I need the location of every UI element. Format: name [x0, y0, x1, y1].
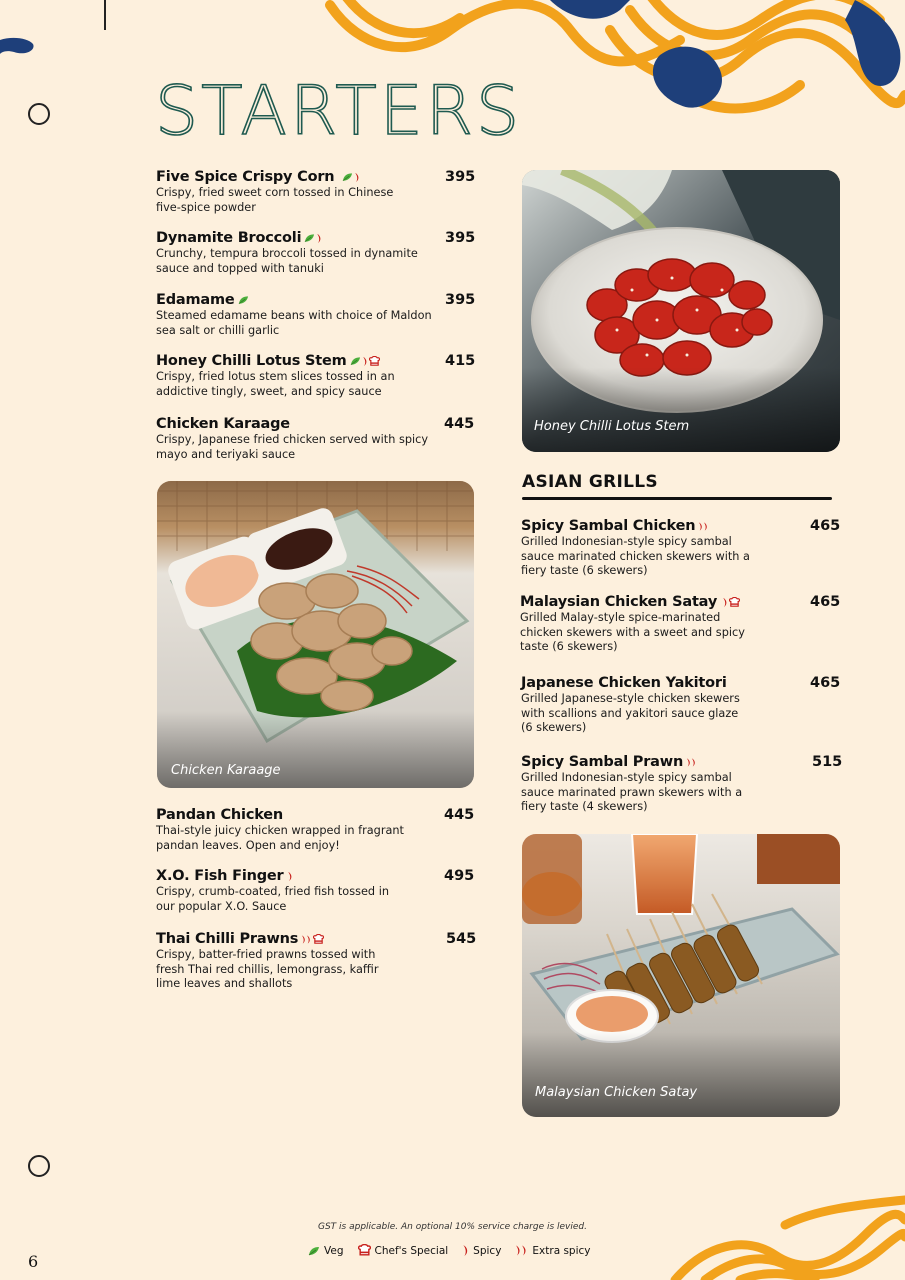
- item-name: Japanese Chicken Yakitori: [521, 675, 727, 691]
- item-description: pandan leaves. Open and enjoy!: [156, 838, 340, 852]
- spicy-icon: [287, 871, 293, 882]
- item-description: Grilled Indonesian-style spicy sambal: [521, 771, 732, 784]
- photo-caption: Malaysian Chicken Satay: [535, 1085, 698, 1100]
- icon-legend: [308, 1244, 591, 1257]
- photo-caption: Chicken Karaage: [171, 763, 281, 778]
- item-description: Grilled Indonesian-style spicy sambal: [521, 535, 732, 548]
- photo-chicken-karaage: [157, 481, 474, 788]
- item-name: Edamame: [156, 292, 235, 308]
- item-name: Pandan Chicken: [156, 807, 284, 823]
- menu-item: [521, 518, 841, 579]
- veg-icon: [238, 295, 249, 305]
- extra-spicy-icon: [686, 757, 697, 768]
- item-price: 415: [445, 353, 476, 369]
- item-description: mayo and teriyaki sauce: [156, 447, 296, 461]
- spicy-icon: [354, 172, 360, 183]
- item-name: Dynamite Broccoli: [156, 230, 302, 246]
- item-description: lime leaves and shallots: [156, 977, 293, 991]
- item-price: 465: [810, 675, 841, 691]
- item-price: 495: [444, 868, 475, 884]
- menu-item: [521, 754, 842, 815]
- menu-item: [156, 931, 476, 992]
- section-divider: [522, 497, 832, 500]
- menu-item: [156, 353, 476, 399]
- veg-icon: [308, 1246, 320, 1256]
- item-name: Five Spice Crispy Corn: [156, 169, 335, 185]
- item-name: Spicy Sambal Chicken: [521, 518, 696, 534]
- chicken-satay-image: [522, 834, 840, 1117]
- item-name: Chicken Karaage: [156, 416, 290, 432]
- item-price: 465: [810, 518, 841, 534]
- menu-item: [156, 807, 476, 853]
- menu-item: [521, 675, 841, 736]
- item-price: 545: [446, 931, 477, 947]
- item-description: five-spice powder: [156, 200, 256, 214]
- item-description: taste (6 skewers): [520, 640, 618, 654]
- menu-item: [156, 868, 476, 914]
- service-charge-note: GST is applicable. An optional 10% service charge is levied.: [318, 1222, 587, 1232]
- item-description: Crispy, batter-fried prawns tossed with: [156, 948, 376, 961]
- photo-honey-chilli-lotus-stem: [522, 170, 840, 452]
- spicy-icon: [362, 356, 368, 367]
- menu-item: [156, 416, 476, 462]
- item-description: (6 skewers): [521, 721, 587, 735]
- chef-special-icon: [313, 934, 324, 945]
- item-description: fiery taste (4 skewers): [521, 800, 648, 814]
- extra-spicy-icon: [301, 934, 312, 945]
- item-description: Steamed edamame beans with choice of Maldon: [156, 309, 432, 322]
- chef-special-icon: [369, 356, 380, 367]
- item-price: 395: [445, 292, 476, 308]
- veg-icon: [342, 172, 353, 182]
- photo-malaysian-chicken-satay: [522, 834, 840, 1117]
- veg-icon: [350, 356, 361, 366]
- chef-special-icon: [358, 1244, 371, 1257]
- item-description: Crunchy, tempura broccoli tossed in dynamite: [156, 247, 418, 260]
- item-name: Spicy Sambal Prawn: [521, 754, 684, 770]
- item-price: 465: [810, 594, 841, 610]
- menu-item: [156, 169, 476, 215]
- extra-spicy-icon: [515, 1244, 528, 1257]
- chicken-karaage-image: [157, 481, 474, 788]
- menu-item: [520, 594, 841, 655]
- item-description: Thai-style juicy chicken wrapped in fragrant: [156, 824, 404, 837]
- menu-item: [156, 292, 476, 338]
- binder-hole-bottom: [28, 1155, 50, 1177]
- item-description: addictive tingly, sweet, and spicy sauce: [156, 384, 382, 398]
- item-price: 395: [445, 230, 476, 246]
- extra-spicy-icon: [698, 521, 709, 532]
- legend-item: [308, 1245, 344, 1257]
- binder-hole-top: [28, 103, 50, 125]
- legend-label: Spicy: [473, 1244, 502, 1257]
- item-description: our popular X.O. Sauce: [156, 899, 287, 913]
- item-description: Crispy, fried sweet corn tossed in Chinese: [156, 186, 394, 199]
- item-description: sea salt or chilli garlic: [156, 323, 280, 337]
- item-description: chicken skewers with a sweet and spicy: [520, 625, 745, 639]
- item-name: Thai Chilli Prawns: [156, 931, 299, 947]
- legend-label: Chef's Special: [374, 1244, 449, 1257]
- item-name: Honey Chilli Lotus Stem: [156, 353, 347, 369]
- item-name: Malaysian Chicken Satay: [520, 594, 718, 610]
- item-price: 445: [444, 807, 475, 823]
- item-description: fresh Thai red chillis, lemongrass, kaffir: [156, 962, 379, 976]
- fold-mark: [104, 0, 106, 30]
- decorative-blob-left: [0, 36, 36, 60]
- item-description: sauce marinated prawn skewers with a: [521, 785, 743, 799]
- item-description: sauce and topped with tanuki: [156, 261, 324, 275]
- page-number: 6: [28, 1252, 39, 1271]
- menu-item: [156, 230, 476, 276]
- item-description: Crispy, Japanese fried chicken served with spicy: [156, 433, 429, 446]
- chef-special-icon: [729, 597, 740, 608]
- legend-label: Extra spicy: [532, 1244, 591, 1257]
- item-name: X.O. Fish Finger: [156, 868, 284, 884]
- legend-label: Veg: [324, 1244, 344, 1257]
- item-description: with scallions and yakitori sauce glaze: [521, 706, 739, 720]
- item-price: 515: [812, 754, 843, 770]
- item-description: Grilled Malay-style spice-marinated: [520, 611, 721, 624]
- item-price: 395: [445, 169, 476, 185]
- lotus-stem-image: [522, 170, 840, 452]
- item-description: fiery taste (6 skewers): [521, 564, 648, 578]
- spicy-icon: [722, 597, 728, 608]
- legend-item: [515, 1244, 590, 1257]
- page-title: STARTERS: [155, 72, 523, 151]
- item-description: Grilled Japanese-style chicken skewers: [521, 692, 740, 705]
- veg-icon: [304, 233, 315, 243]
- item-description: Crispy, fried lotus stem slices tossed in an: [156, 370, 395, 383]
- spicy-icon: [462, 1244, 469, 1257]
- item-description: sauce marinated chicken skewers with a: [521, 549, 750, 563]
- spicy-icon: [316, 233, 322, 244]
- photo-caption: Honey Chilli Lotus Stem: [534, 419, 690, 434]
- item-price: 445: [444, 416, 475, 432]
- decorative-swirl-bottom: [665, 1195, 905, 1280]
- legend-item: [462, 1244, 501, 1257]
- item-description: Crispy, crumb-coated, fried fish tossed in: [156, 885, 389, 898]
- section-title: ASIAN GRILLS: [522, 472, 658, 492]
- legend-item: [358, 1244, 449, 1257]
